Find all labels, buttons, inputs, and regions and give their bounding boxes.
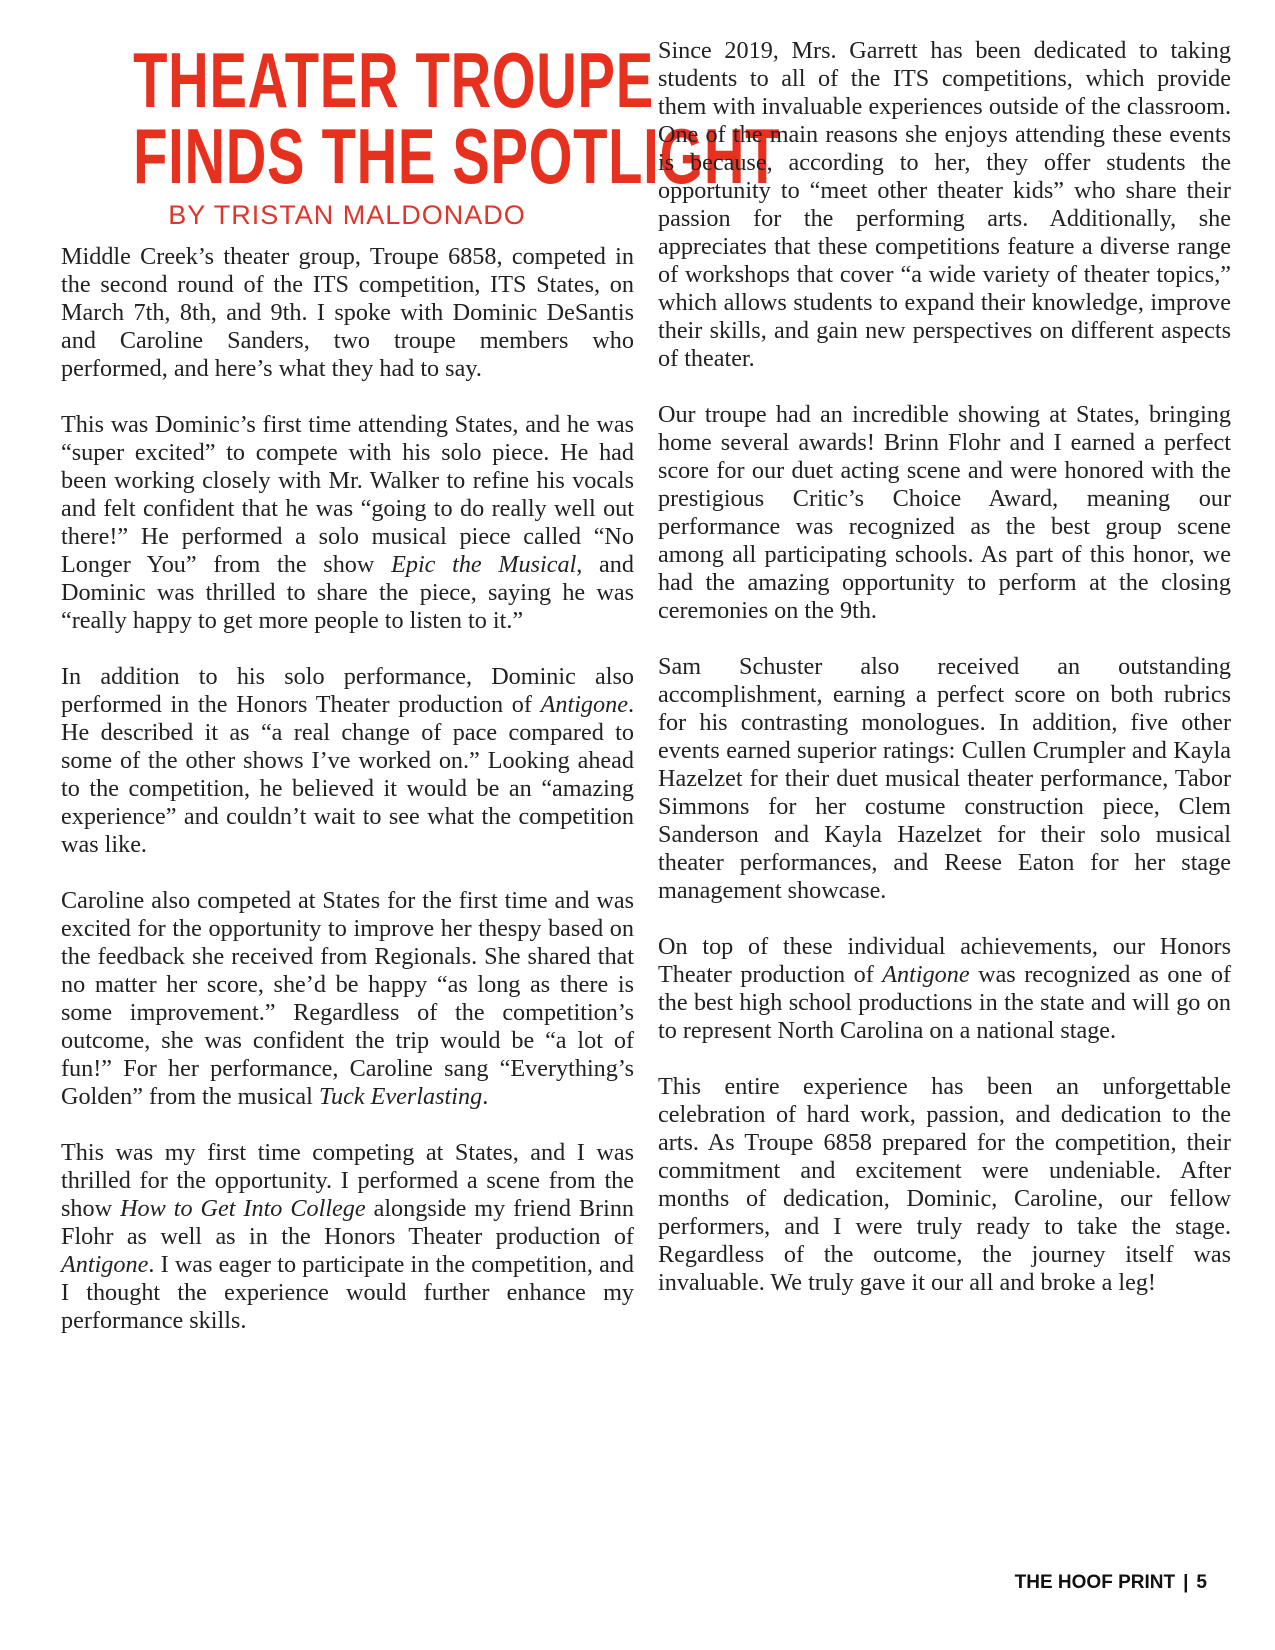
article-header [50,36,781,231]
right-column [658,37,1231,1325]
paragraph-caroline: Caroline also competed at States for the first time and was excited for the opportunity to improve her thespy based on the feedback she received from Regionals. She shared that no matter her score, she’d be happy “as long as there is some improvement.” Regardless of the competition’s outcome, she was confident the trip would be “a lot of fun!” For her performance, Caroline sang “Everything’s Golden” from the musical Tuck Everlasting. [61,887,634,1110]
byline: BY TRISTAN MALDONADO [168,200,526,230]
show-title: Tuck Everlasting [318,1083,483,1110]
paragraph-dominic-antigone: In addition to his solo performance, Dominic also performed in the Honors Theater production of Antigone. He described it as “a real change of pace compared to some of the other shows I’ve worked on.” Looking ahead to the competition, he believed it would be an “amazing experience” and couldn’t wait to see what the competition was like. [61,663,634,858]
paragraph-conclusion: This entire experience has been an unforgettable celebration of hard work, passion, and dedication to the arts. As Troupe 6858 prepared for the competition, their commitment and excitement were undeniable. After months of dedication, Dominic, Caroline, our fellow performers, and I were truly ready to take the stage. Regardless of the outcome, the journey itself was invaluable. We truly gave it our all and broke a leg! [658,1073,1231,1296]
paragraph-dominic-solo: This was Dominic’s first time attending States, and he was “super excited” to compete with his solo piece. He had been working closely with Mr. Walker to refine his vocals and felt confident that he was “going to do really well out there!” He performed a solo musical piece called “No Longer You” from the show Epic the Musical, and Dominic was thrilled to share the piece, saying he was “really happy to get more people to listen to it.” [61,411,634,634]
paragraph-awards: Our troupe had an incredible showing at States, bringing home several awards! Brinn Flohr and I earned a perfect score for our duet acting scene and were honored with the prestigious Critic’s Choice Award, meaning our performance was recognized as the best group scene among all participating schools. As part of this honor, we had the amazing opportunity to perform at the closing ceremonies on the 9th. [658,401,1231,624]
show-title: Antigone [540,691,628,718]
show-title: How to Get Into College [120,1195,366,1222]
paragraph-author: This was my first time competing at States, and I was thrilled for the opportunity. I performed a scene from the show How to Get Into College alongside my friend Brinn Flohr as well as in the Honors Theater production of Antigone. I was eager to participate in the competition, and I thought the experience would further enhance my performance skills. [61,1139,635,1334]
publication-name: THE HOOF PRINT [1014,1572,1176,1593]
headline-line-1: THEATER TROUPE [133,36,654,124]
paragraph-mrs-garrett: Since 2019, Mrs. Garrett has been dedicated to taking students to all of the ITS competitions, which provide them with invaluable experiences outside of the classroom. One of the main reasons she enjoys attending these events is because, according to her, they offer students the opportunity to “meet other theater kids” who share their passion for the performing arts. Additionally, she appreciates that these competitions feature a diverse range of workshops that cover “a wide variety of theater topics,” which allows students to expand their knowledge, improve their skills, and gain new perspectives on different aspects of theater. [658,37,1231,372]
page-number: 5 [1196,1572,1207,1593]
page-footer [1015,1572,1207,1594]
paragraph-antigone-recognition: On top of these individual achievements, our Honors Theater production of Antigone was recognized as one of the best high school productions in the state and will go on to represent North Carolina on a national stage. [658,933,1231,1044]
footer-separator: | [1183,1572,1189,1593]
paragraph-superior-ratings: Sam Schuster also received an outstanding accomplishment, earning a perfect score on both rubrics for his contrasting monologues. In addition, five other events earned superior ratings: Cullen Crumpler and Kayla Hazelzet for their duet musical theater performance, Tabor Simmons for her costume construction piece, Clem Sanderson and Kayla Hazelzet for their solo musical theater performances, and Reese Eaton for her stage management showcase. [658,653,1231,904]
headline-line-2: FINDS THE SPOTLIGHT [133,112,781,200]
left-column [61,243,634,1363]
show-title: Epic the Musical [391,551,577,578]
paragraph-intro: Middle Creek’s theater group, Troupe 6858, competed in the second round of the ITS competition, ITS States, on March 7th, 8th, and 9th. I spoke with Dominic DeSantis and Caroline Sanders, two troupe members who performed, and here’s what they had to say. [61,243,634,382]
show-title: Antigone [61,1251,149,1278]
show-title: Antigone [882,961,970,988]
